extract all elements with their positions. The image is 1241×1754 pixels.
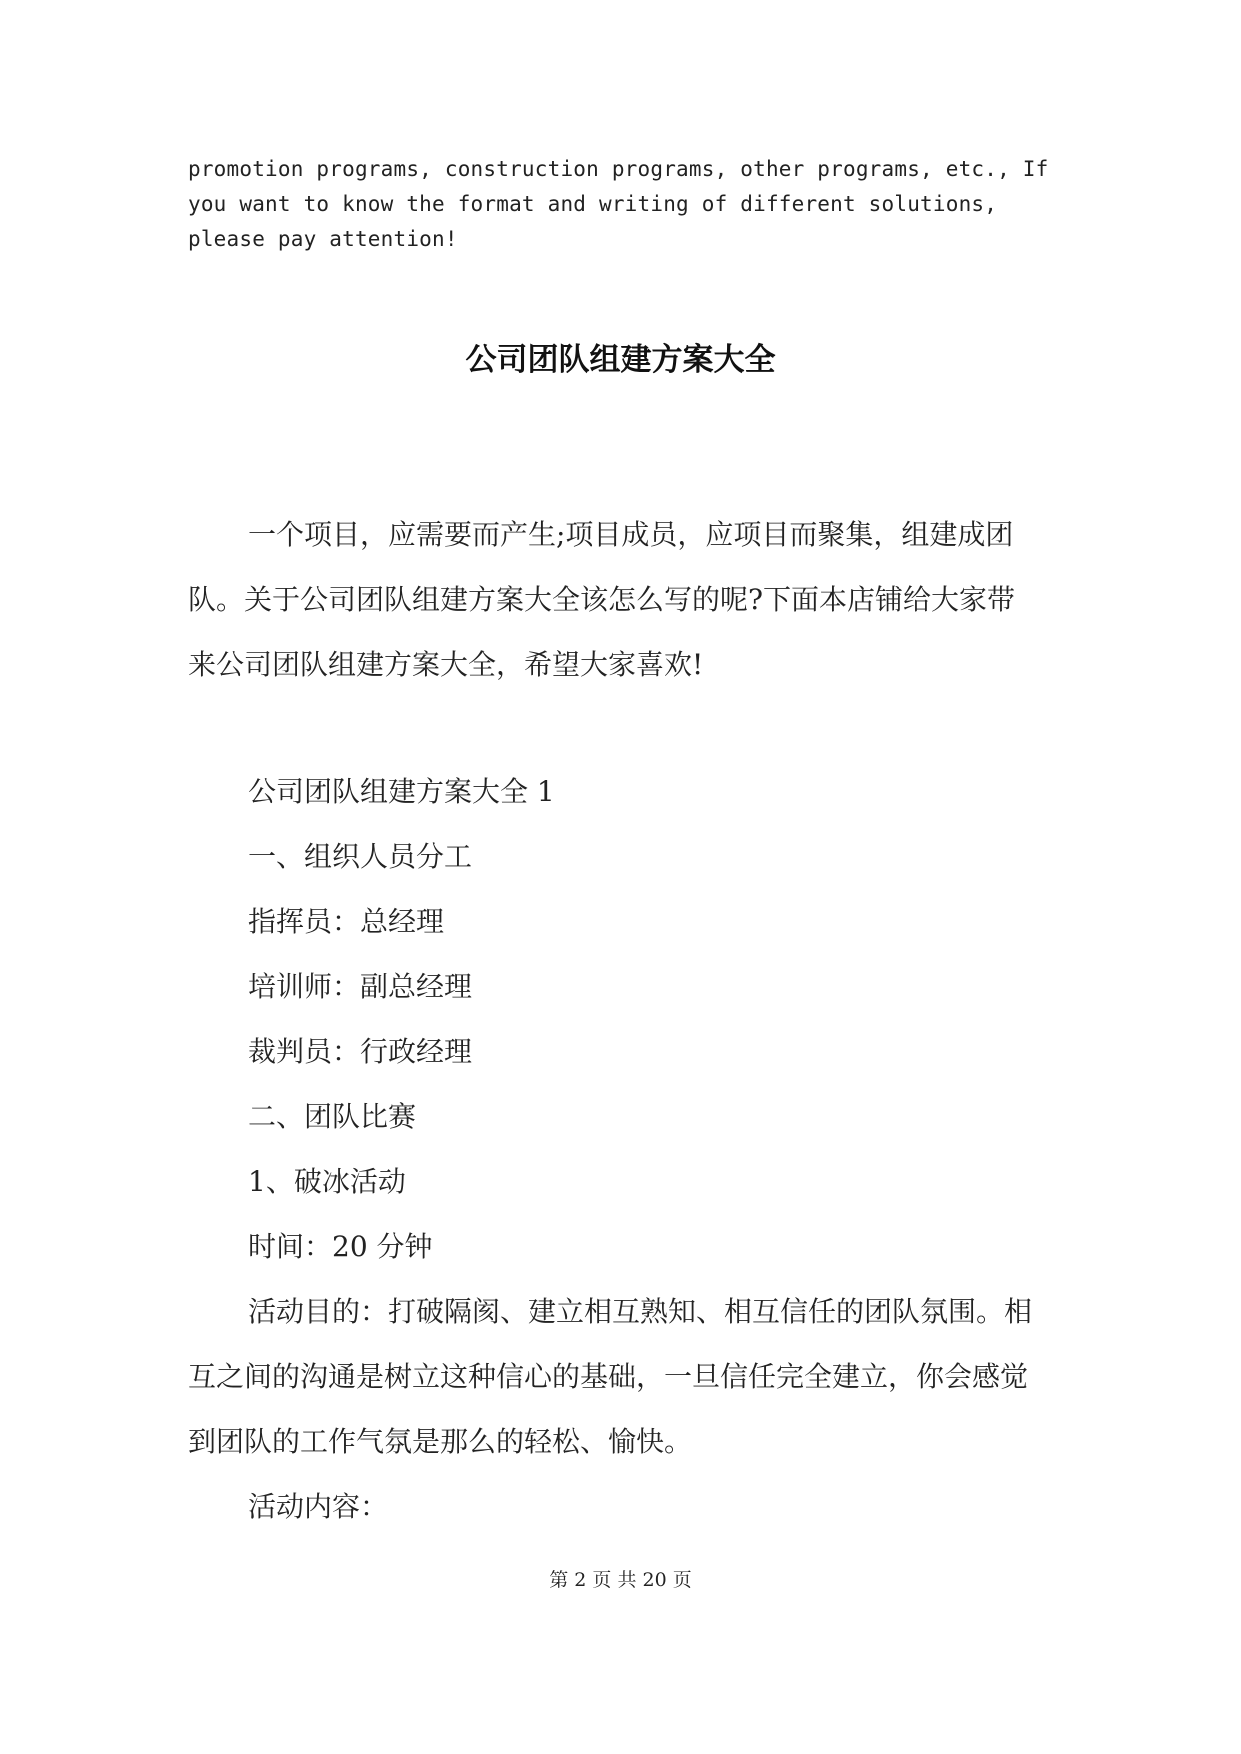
intro-line: 来公司团队组建方案大全，希望大家喜欢! [188, 648, 704, 681]
activity-time: 时间：20 分钟 [248, 1230, 433, 1263]
section-list [248, 759, 555, 1279]
role-item: 裁判员：行政经理 [248, 1035, 473, 1068]
document-title: 公司团队组建方案大全 [465, 342, 776, 378]
intro-line: 一个项目，应需要而产生;项目成员，应项目而聚集，组建成团 [248, 518, 1014, 551]
english-intro-line: you want to know the format and writing of different solutions, [188, 192, 998, 216]
intro-paragraph [188, 502, 1058, 697]
english-intro-paragraph [188, 152, 1068, 257]
content-label: 活动内容： [248, 1490, 389, 1523]
activity-heading: 1、破冰活动 [248, 1165, 406, 1198]
subsection-heading: 二、团队比赛 [248, 1100, 417, 1133]
role-item: 培训师：副总经理 [248, 970, 473, 1003]
purpose-line: 到团队的工作气氛是那么的轻松、愉快。 [188, 1425, 693, 1458]
section-heading: 公司团队组建方案大全 1 [248, 775, 555, 808]
page-footer: 第 2 页 共 20 页 [549, 1569, 692, 1591]
english-intro-line: promotion programs, construction programs, other programs, etc., If [188, 157, 1049, 181]
purpose-line: 活动目的：打破隔阂、建立相互熟知、相互信任的团队氛围。相 [248, 1295, 1033, 1328]
subsection-heading: 一、组织人员分工 [248, 840, 473, 873]
purpose-paragraph [188, 1279, 1058, 1474]
role-item: 指挥员：总经理 [248, 905, 445, 938]
intro-line: 队。关于公司团队组建方案大全该怎么写的呢?下面本店铺给大家带 [188, 583, 1016, 616]
purpose-line: 互之间的沟通是树立这种信心的基础，一旦信任完全建立，你会感觉 [188, 1360, 1029, 1393]
english-intro-line: please pay attention! [188, 227, 458, 251]
